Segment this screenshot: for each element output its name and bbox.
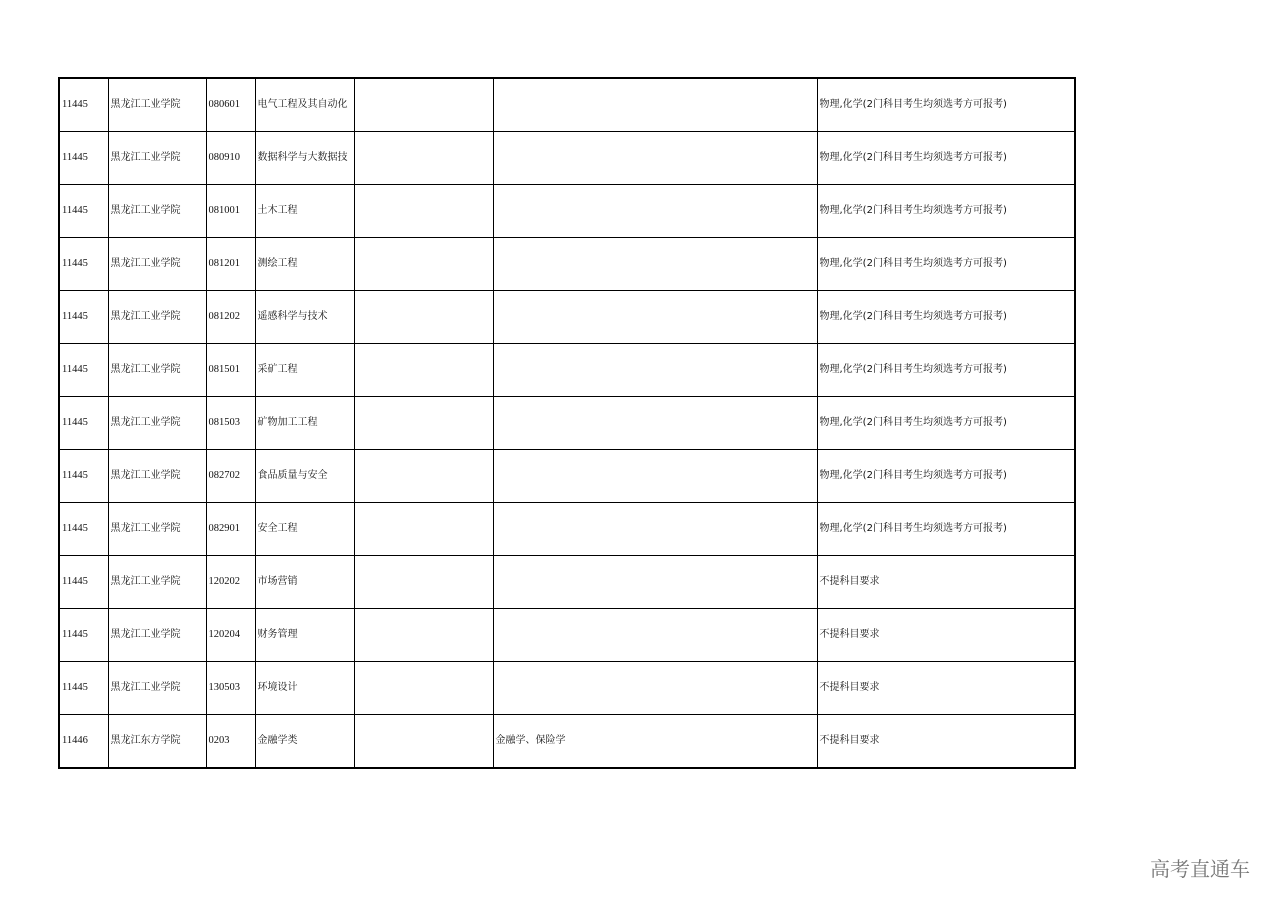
major-code-cell: 082901 [206, 503, 255, 556]
included-majors-cell [493, 238, 817, 291]
school-name-cell: 黑龙江工业学院 [108, 132, 206, 185]
included-majors-cell [493, 503, 817, 556]
extra-cell [354, 450, 493, 503]
subject-requirement-cell: 物理,化学(2门科目考生均须选考方可报考) [817, 132, 1075, 185]
table-row [59, 78, 1075, 132]
subject-requirement-cell: 物理,化学(2门科目考生均须选考方可报考) [817, 503, 1075, 556]
school-name-cell: 黑龙江东方学院 [108, 715, 206, 769]
major-name-cell: 食品质量与安全 [255, 450, 354, 503]
table-row [59, 662, 1075, 715]
table-row [59, 344, 1075, 397]
major-code-cell: 120202 [206, 556, 255, 609]
table-row [59, 450, 1075, 503]
subject-requirement-cell: 物理,化学(2门科目考生均须选考方可报考) [817, 344, 1075, 397]
school-name-cell: 黑龙江工业学院 [108, 78, 206, 132]
school-code-cell: 11445 [59, 503, 108, 556]
major-name-cell: 财务管理 [255, 609, 354, 662]
school-name-cell: 黑龙江工业学院 [108, 662, 206, 715]
major-code-cell: 081001 [206, 185, 255, 238]
watermark-text: 高考直通车 [1150, 857, 1250, 881]
table-row [59, 397, 1075, 450]
table-row [59, 609, 1075, 662]
major-name-cell: 遥感科学与技术 [255, 291, 354, 344]
major-code-cell: 080910 [206, 132, 255, 185]
subject-requirement-cell: 不提科目要求 [817, 556, 1075, 609]
school-code-cell: 11445 [59, 238, 108, 291]
school-name-cell: 黑龙江工业学院 [108, 397, 206, 450]
included-majors-cell [493, 450, 817, 503]
included-majors-cell [493, 291, 817, 344]
subject-requirement-cell: 物理,化学(2门科目考生均须选考方可报考) [817, 238, 1075, 291]
major-code-cell: 081202 [206, 291, 255, 344]
included-majors-cell [493, 662, 817, 715]
school-code-cell: 11445 [59, 609, 108, 662]
subject-requirement-cell: 不提科目要求 [817, 715, 1075, 769]
table-row [59, 238, 1075, 291]
subject-requirement-cell: 不提科目要求 [817, 609, 1075, 662]
school-name-cell: 黑龙江工业学院 [108, 609, 206, 662]
major-code-cell: 081501 [206, 344, 255, 397]
included-majors-cell [493, 556, 817, 609]
extra-cell [354, 291, 493, 344]
included-majors-cell: 金融学、保险学 [493, 715, 817, 769]
major-name-cell: 数据科学与大数据技 [255, 132, 354, 185]
subject-requirement-cell: 物理,化学(2门科目考生均须选考方可报考) [817, 291, 1075, 344]
table-row [59, 132, 1075, 185]
subject-requirement-cell: 物理,化学(2门科目考生均须选考方可报考) [817, 185, 1075, 238]
school-code-cell: 11445 [59, 291, 108, 344]
major-name-cell: 环境设计 [255, 662, 354, 715]
table-row [59, 291, 1075, 344]
major-code-cell: 081503 [206, 397, 255, 450]
school-code-cell: 11445 [59, 397, 108, 450]
school-name-cell: 黑龙江工业学院 [108, 185, 206, 238]
extra-cell [354, 556, 493, 609]
school-code-cell: 11445 [59, 78, 108, 132]
school-code-cell: 11446 [59, 715, 108, 769]
extra-cell [354, 78, 493, 132]
major-code-cell: 130503 [206, 662, 255, 715]
subject-requirement-cell: 物理,化学(2门科目考生均须选考方可报考) [817, 397, 1075, 450]
major-name-cell: 土木工程 [255, 185, 354, 238]
school-name-cell: 黑龙江工业学院 [108, 556, 206, 609]
included-majors-cell [493, 397, 817, 450]
extra-cell [354, 609, 493, 662]
school-name-cell: 黑龙江工业学院 [108, 450, 206, 503]
major-name-cell: 电气工程及其自动化 [255, 78, 354, 132]
extra-cell [354, 662, 493, 715]
subject-requirements-table [58, 77, 1076, 769]
subject-requirement-cell: 物理,化学(2门科目考生均须选考方可报考) [817, 78, 1075, 132]
major-name-cell: 金融学类 [255, 715, 354, 769]
included-majors-cell [493, 344, 817, 397]
major-name-cell: 采矿工程 [255, 344, 354, 397]
extra-cell [354, 397, 493, 450]
major-code-cell: 0203 [206, 715, 255, 769]
table-row [59, 185, 1075, 238]
table-row [59, 556, 1075, 609]
school-code-cell: 11445 [59, 185, 108, 238]
major-name-cell: 安全工程 [255, 503, 354, 556]
school-name-cell: 黑龙江工业学院 [108, 344, 206, 397]
school-code-cell: 11445 [59, 344, 108, 397]
table-row [59, 715, 1075, 769]
subject-requirement-cell: 物理,化学(2门科目考生均须选考方可报考) [817, 450, 1075, 503]
major-code-cell: 082702 [206, 450, 255, 503]
included-majors-cell [493, 185, 817, 238]
school-code-cell: 11445 [59, 662, 108, 715]
extra-cell [354, 503, 493, 556]
included-majors-cell [493, 78, 817, 132]
extra-cell [354, 238, 493, 291]
major-name-cell: 市场营销 [255, 556, 354, 609]
major-code-cell: 081201 [206, 238, 255, 291]
school-code-cell: 11445 [59, 556, 108, 609]
school-name-cell: 黑龙江工业学院 [108, 503, 206, 556]
extra-cell [354, 715, 493, 769]
extra-cell [354, 185, 493, 238]
table-body [59, 78, 1075, 768]
extra-cell [354, 344, 493, 397]
major-name-cell: 矿物加工工程 [255, 397, 354, 450]
included-majors-cell [493, 132, 817, 185]
school-name-cell: 黑龙江工业学院 [108, 291, 206, 344]
table-row [59, 503, 1075, 556]
major-name-cell: 测绘工程 [255, 238, 354, 291]
major-code-cell: 080601 [206, 78, 255, 132]
included-majors-cell [493, 609, 817, 662]
subject-requirement-cell: 不提科目要求 [817, 662, 1075, 715]
school-name-cell: 黑龙江工业学院 [108, 238, 206, 291]
major-code-cell: 120204 [206, 609, 255, 662]
extra-cell [354, 132, 493, 185]
school-code-cell: 11445 [59, 450, 108, 503]
school-code-cell: 11445 [59, 132, 108, 185]
